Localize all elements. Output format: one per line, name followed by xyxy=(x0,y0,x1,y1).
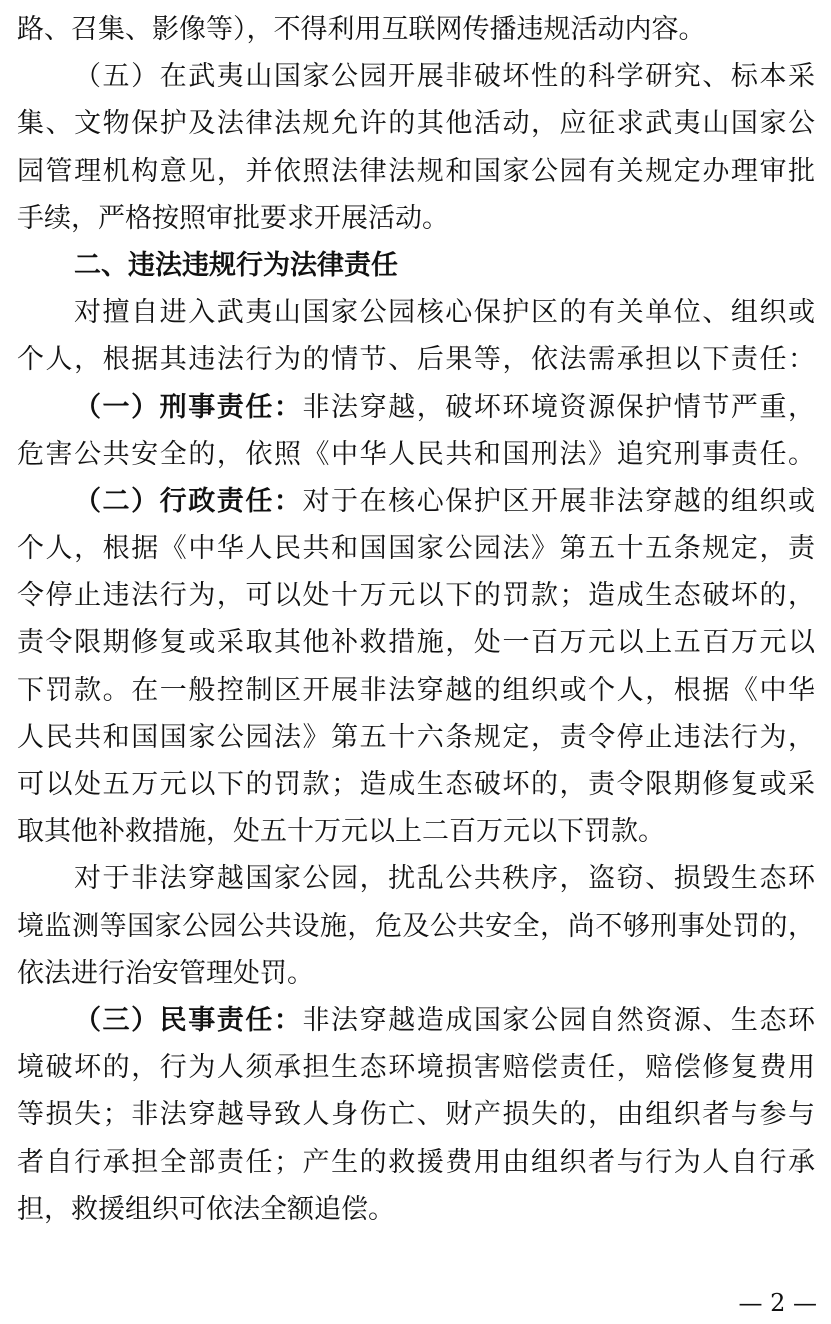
text-line: 对擅自进入武夷山国家公园核心保护区的有关单位、组织或 xyxy=(74,297,815,329)
text-line: （五）在武夷山国家公园开展非破坏性的科学研究、标本采 xyxy=(74,61,815,93)
text-span: 对于在核心保护区开展非法穿越的组织或 xyxy=(302,485,816,517)
text-line: 路、召集、影像等），不得利用互联网传播违规活动内容。 xyxy=(17,14,706,45)
text-line: 个人，根据《中华人民共和国国家公园法》第五十五条规定，责 xyxy=(17,533,815,565)
criminal-liability-first-line xyxy=(17,384,815,431)
document-page xyxy=(17,6,815,1233)
text-line: 依法进行治安管理处罚。 xyxy=(17,957,314,989)
civil-liability-first-line xyxy=(17,997,815,1044)
text-line: 个人，根据其违法行为的情节、后果等，依法需承担以下责任： xyxy=(17,344,815,376)
civil-liability-label: （三）民事责任： xyxy=(74,1004,303,1036)
text-line: 等损失；非法穿越导致人身伤亡、财产损失的，由组织者与参与 xyxy=(17,1099,815,1131)
text-line: 取其他补救措施，处五十万元以上二百万元以下罚款。 xyxy=(17,816,665,848)
text-line: 责令限期修复或采取其他补救措施，处一百万元以上五百万元以 xyxy=(17,627,815,659)
administrative-liability-first-line xyxy=(17,478,815,525)
text-line: 境监测等国家公园公共设施，危及公共安全，尚不够刑事处罚的， xyxy=(17,910,815,942)
administrative-liability-label: （二）行政责任： xyxy=(74,485,303,517)
text-line: 者自行承担全部责任；产生的救援费用由组织者与行为人自行承 xyxy=(17,1146,815,1178)
text-line: 担，救援组织可依法全额追偿。 xyxy=(17,1193,395,1225)
text-line: 令停止违法行为，可以处十万元以下的罚款；造成生态破坏的， xyxy=(17,580,815,612)
text-line: 人民共和国国家公园法》第五十六条规定，责令停止违法行为， xyxy=(17,721,815,753)
text-line: 境破坏的，行为人须承担生态环境损害赔偿责任，赔偿修复费用 xyxy=(17,1052,815,1084)
text-line: 园管理机构意见，并依照法律法规和国家公园有关规定办理审批 xyxy=(17,155,815,187)
criminal-liability-label: （一）刑事责任： xyxy=(74,391,303,423)
text-line: 集、文物保护及法律法规允许的其他活动，应征求武夷山国家公 xyxy=(17,108,815,140)
section-heading: 二、违法违规行为法律责任 xyxy=(74,249,398,281)
text-span: 非法穿越，破坏环境资源保护情节严重， xyxy=(302,391,816,423)
text-line: 危害公共安全的，依照《中华人民共和国刑法》追究刑事责任。 xyxy=(17,438,815,470)
text-line: 可以处五万元以下的罚款；造成生态破坏的，责令限期修复或采 xyxy=(17,769,815,800)
text-line: 手续，严格按照审批要求开展活动。 xyxy=(17,202,449,234)
page-number: — 2 — xyxy=(738,1289,817,1317)
text-line: 对于非法穿越国家公园，扰乱公共秩序，盗窃、损毁生态环 xyxy=(74,863,815,895)
text-line: 下罚款。在一般控制区开展非法穿越的组织或个人，根据《中华 xyxy=(17,674,815,706)
text-span: 非法穿越造成国家公园自然资源、生态环 xyxy=(302,1004,816,1036)
